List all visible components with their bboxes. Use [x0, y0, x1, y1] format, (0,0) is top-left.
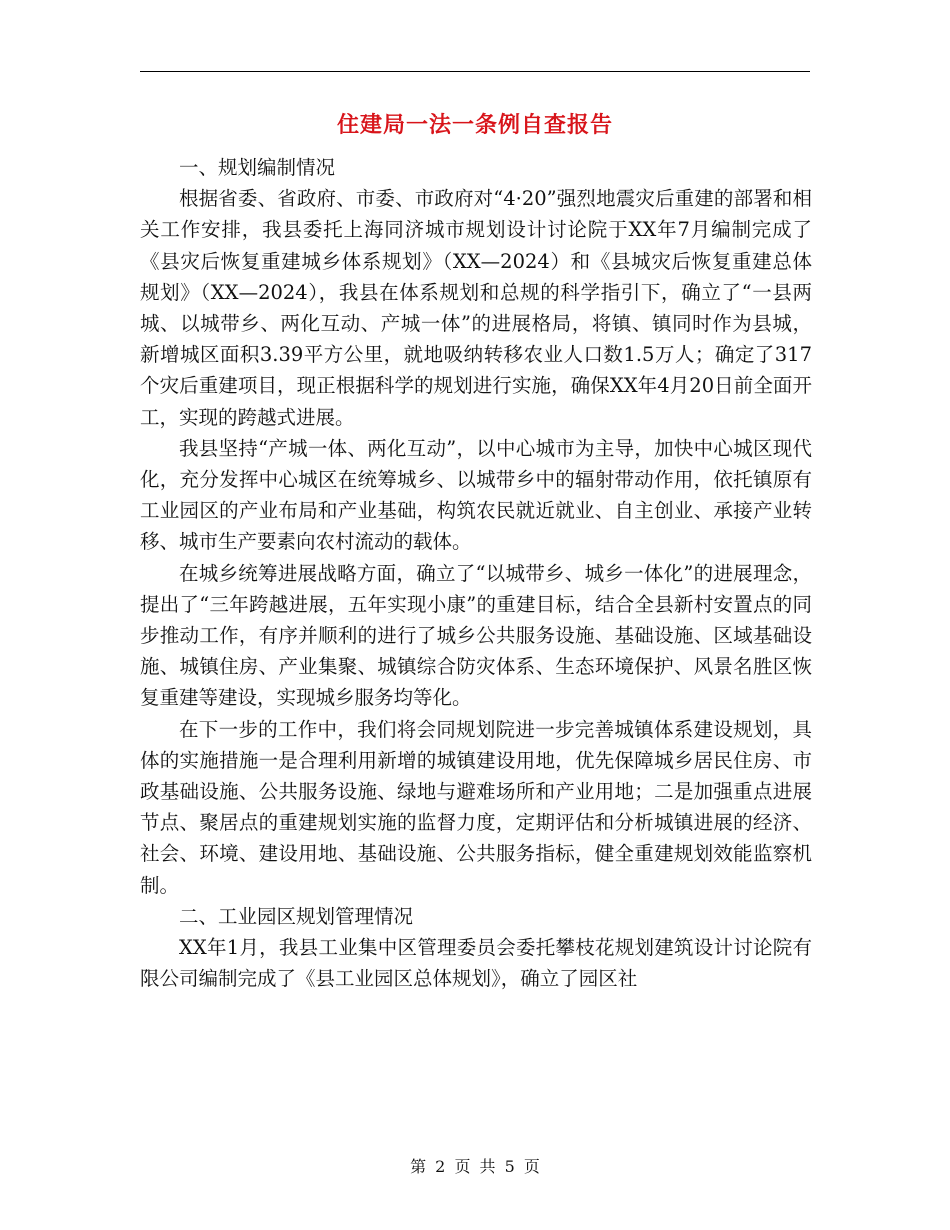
paragraph-2: 我县坚持“产城一体、两化互动”，以中心城市为主导，加快中心城区现代化，充分发挥中心城区在统筹城乡、以城带乡中的辐射带动作用，依托镇原有工业园区的产业布局和产业基础，构筑农民就近就业、自主创业、承接产业转移、城市生产要素向农村流动的载体。 — [140, 436, 812, 554]
document-body — [140, 152, 812, 994]
page-number-footer: 第 2 页 共 5 页 — [410, 1157, 540, 1176]
page-title: 住建局一法一条例自查报告 — [336, 112, 613, 138]
paragraph-1: 根据省委、省政府、市委、市政府对“4·20”强烈地震灾后重建的部署和相关工作安排，我县委托上海同济城市规划设计讨论院于XX年7月编制完成了《县灾后恢复重建城乡体系规划》（XX—2024）和《县城灾后恢复重建总体规划》（XX—2024），我县在体系规划和总规的科学指引下，确立了“一县两城、以城带乡、两化互动、产城一体”的进展格局，将镇、镇同时作为县城，新增城区面积3.39平方公里，就地吸纳转移农业人口数1.5万人；确定了317个灾后重建项目，现正根据科学的规划进行实施，确保XX年4月20日前全面开工，实现的跨越式进展。 — [140, 187, 812, 429]
paragraph-3: 在城乡统筹进展战略方面，确立了“以城带乡、城乡一体化”的进展理念，提出了“三年跨越进展，五年实现小康”的重建目标，结合全县新村安置点的同步推动工作，有序并顺利的进行了城乡公共服务设施、基础设施、区域基础设施、城镇住房、产业集聚、城镇综合防灾体系、生态环境保护、风景名胜区恢复重建等建设，实现城乡服务均等化。 — [140, 561, 812, 710]
paragraph-5: XX年1月，我县工业集中区管理委员会委托攀枝花规划建筑设计讨论院有限公司编制完成了《县工业园区总体规划》，确立了园区社 — [140, 936, 812, 991]
paragraph-4: 在下一步的工作中，我们将会同规划院进一步完善城镇体系建设规划，具体的实施措施一是合理利用新增的城镇建设用地，优先保障城乡居民住房、市政基础设施、公共服务设施、绿地与避难场所和产业用地；二是加强重点进展节点、聚居点的重建规划实施的监督力度，定期评估和分析城镇进展的经济、社会、环境、建设用地、基础设施、公共服务指标，健全重建规划效能监察机制。 — [140, 717, 812, 897]
header-rule — [140, 71, 810, 72]
section-heading-planning: 一、规划编制情况 — [179, 156, 336, 179]
section-heading-industrial-park: 二、工业园区规划管理情况 — [179, 904, 414, 928]
